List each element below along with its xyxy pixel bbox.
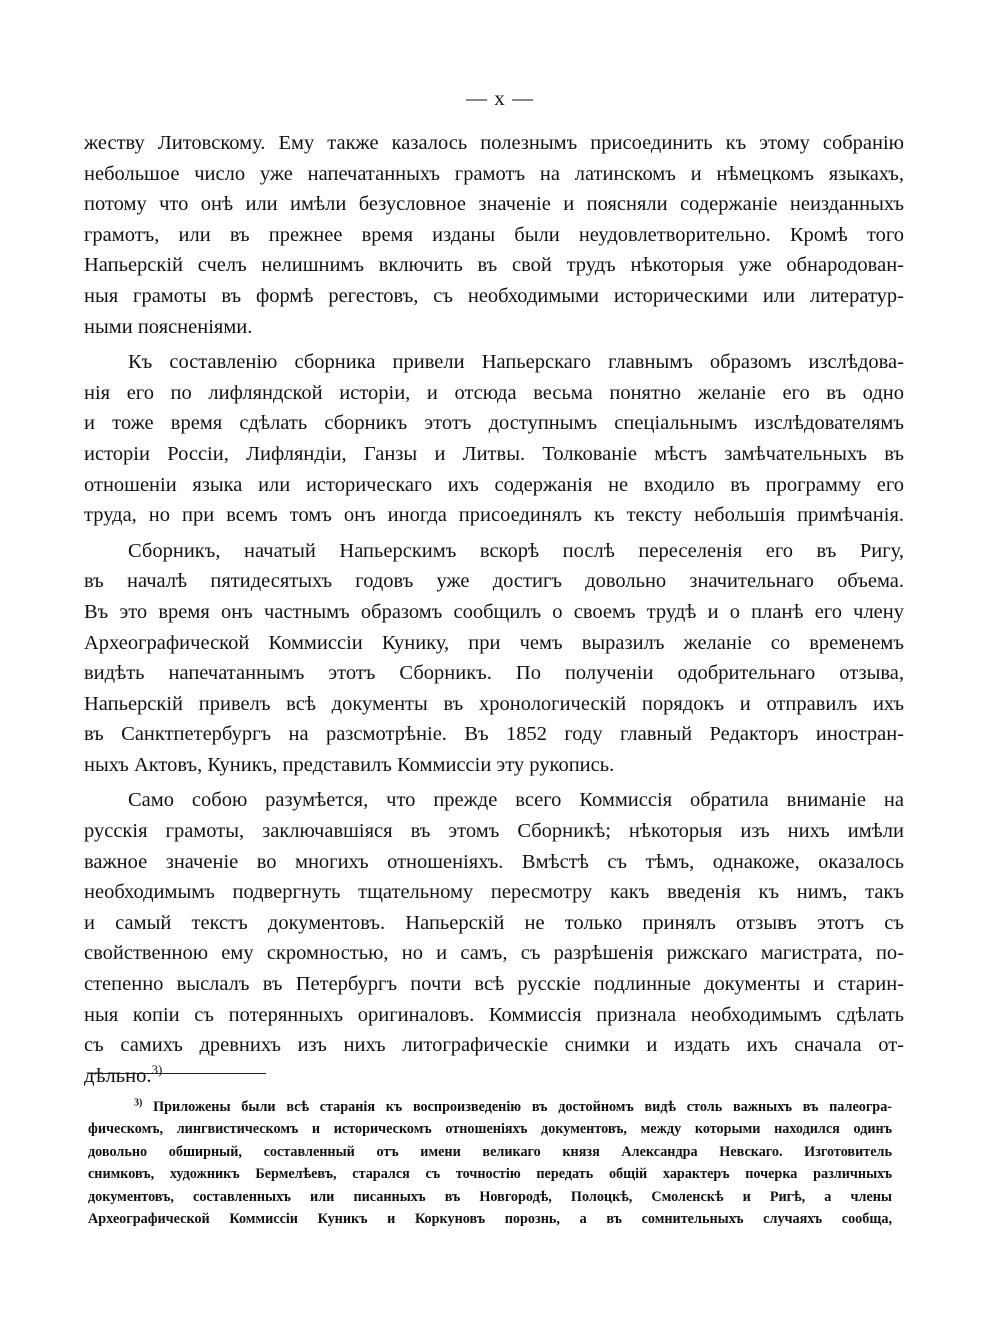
- text-line: необходимымъ подвергнуть тщательному пересмотру какъ введенія къ нимъ, такъ: [84, 881, 904, 904]
- footnote-divider: [88, 1073, 266, 1074]
- text-line: степенно выслалъ въ Петербургъ почти всѣ русскіе подлинные документы и старин-: [84, 973, 904, 996]
- footnote-line: довольно обширный, составленный отъ имени великаго князя Александра Невскаго. Изготовитель: [88, 1143, 892, 1160]
- text-line: и тоже время сдѣлать сборникъ этотъ доступнымъ спеціальнымъ изслѣдователямъ: [84, 412, 904, 435]
- paragraph-3: [84, 536, 904, 781]
- paragraph-1: [84, 128, 904, 342]
- text-line: Напьерскій счелъ нелишнимъ включить въ свой трудъ нѣкоторыя уже обнародован-: [84, 254, 904, 277]
- footnote-marker: 3): [134, 1097, 143, 1109]
- text-line: въ Санктпетербургъ на разсмотрѣніе. Въ 1852 году главный Редакторъ иностран-: [84, 723, 904, 746]
- footnote-line: документовъ, составленныхъ или писанныхъ въ Новгородѣ, Полоцкѣ, Смоленскѣ и Ригѣ, а члены: [88, 1188, 892, 1205]
- text-fragment: дѣльно.: [84, 1064, 152, 1087]
- text-line-with-footnote: [84, 1061, 904, 1092]
- text-line: Въ это время онъ частнымъ образомъ сообщилъ о своемъ трудѣ и о планѣ его члену: [84, 600, 904, 623]
- text-line: потому что онѣ или имѣли безусловное значеніе и поясняли содержаніе неизданныхъ: [84, 193, 904, 216]
- footnote-text: Приложены были всѣ старанія къ воспроизведенію въ достойномъ видѣ столь важныхъ въ палеогра-: [153, 1099, 893, 1115]
- text-line: русскія грамоты, заключавшіяся въ этомъ Сборникѣ; нѣкоторыя изъ нихъ имѣли: [84, 820, 904, 843]
- text-line: ными поясненіями.: [84, 315, 253, 338]
- text-line: важное значеніе во многихъ отношеніяхъ. Вмѣстѣ съ тѣмъ, однакоже, оказалось: [84, 850, 904, 873]
- text-line: грамотъ, или въ прежнее время изданы были неудовлетворительно. Кромѣ того: [84, 223, 904, 246]
- main-text: [84, 128, 904, 1091]
- text-line: свойственною ему скромностью, но и самъ, съ разрѣшенія рижскаго магистрата, по-: [84, 942, 904, 965]
- text-line: нія его по лифляндской исторіи, и отсюда весьма понятно желаніе его въ одно: [84, 381, 904, 404]
- footnote-line: [88, 1096, 892, 1118]
- text-line: ныя грамоты въ формѣ регестовъ, съ необходимыми историческими или литератур-: [84, 284, 904, 307]
- text-line: исторіи Россіи, Лифляндіи, Ганзы и Литвы. Толкованіе мѣстъ замѣчательныхъ въ: [84, 442, 904, 465]
- text-line: Археографической Коммиссіи Кунику, при чемъ выразилъ желаніе со временемъ: [84, 631, 904, 654]
- text-line: и самый текстъ документовъ. Напьерскій не только принялъ отзывъ этотъ съ: [84, 911, 904, 934]
- text-line: ныхъ Актовъ, Куникъ, представилъ Коммиссіи эту рукопись.: [84, 753, 615, 776]
- text-line: жеству Литовскому. Ему также казалось полезнымъ присоединить къ этому собранію: [84, 132, 904, 154]
- footnote-reference[interactable]: 3): [151, 1061, 163, 1077]
- paragraph-4: [84, 785, 904, 1091]
- text-line: съ самихъ древнихъ изъ нихъ литографическіе снимки и издать ихъ сначала от-: [84, 1034, 904, 1057]
- text-line: Само собою разумѣется, что прежде всего Коммиссія обратила вниманіе на: [128, 789, 904, 812]
- footnote-line: Археографической Коммиссіи Куникъ и Коркуновъ порознь, а въ сомнительныхъ случаяхъ сообща,: [88, 1210, 892, 1227]
- paragraph-2: [84, 347, 904, 531]
- text-line: ныя копіи съ потерянныхъ оригиналовъ. Коммиссія признала необходимымъ сдѣлать: [84, 1003, 904, 1026]
- text-line: труда, но при всемъ томъ онъ иногда присоединялъ къ тексту небольшія примѣчанія.: [84, 504, 904, 527]
- text-line: Къ составленію сборника привели Напьерскаго главнымъ образомъ изслѣдова-: [128, 351, 904, 374]
- footnote-line: снимковъ, художникъ Бермелѣевъ, старался съ точностію передать общій характеръ почерка различныхъ: [88, 1166, 892, 1183]
- footnote-block: [88, 1096, 892, 1230]
- text-line: Напьерскій привелъ всѣ документы въ хронологическій порядокъ и отправилъ ихъ: [84, 692, 904, 715]
- text-line: видѣть напечатаннымъ этотъ Сборникъ. По полученіи одобрительнаго отзыва,: [84, 662, 904, 685]
- text-line: отношеніи языка или историческаго ихъ содержанія не входило въ программу его: [84, 473, 904, 496]
- text-line: Сборникъ, начатый Напьерскимъ вскорѣ послѣ переселенія его въ Ригу,: [128, 539, 904, 562]
- text-line: небольшое число уже напечатанныхъ грамотъ на латинскомъ и нѣмецкомъ языкахъ,: [84, 162, 904, 185]
- page-number: — x —: [466, 86, 534, 110]
- footnote-line: фическомъ, лингвистическомъ и историческомъ отношеніяхъ документовъ, между которыми находился одинъ: [88, 1121, 892, 1138]
- text-line: въ началѣ пятидесятыхъ годовъ уже достигъ довольно значительнаго объема.: [84, 570, 904, 593]
